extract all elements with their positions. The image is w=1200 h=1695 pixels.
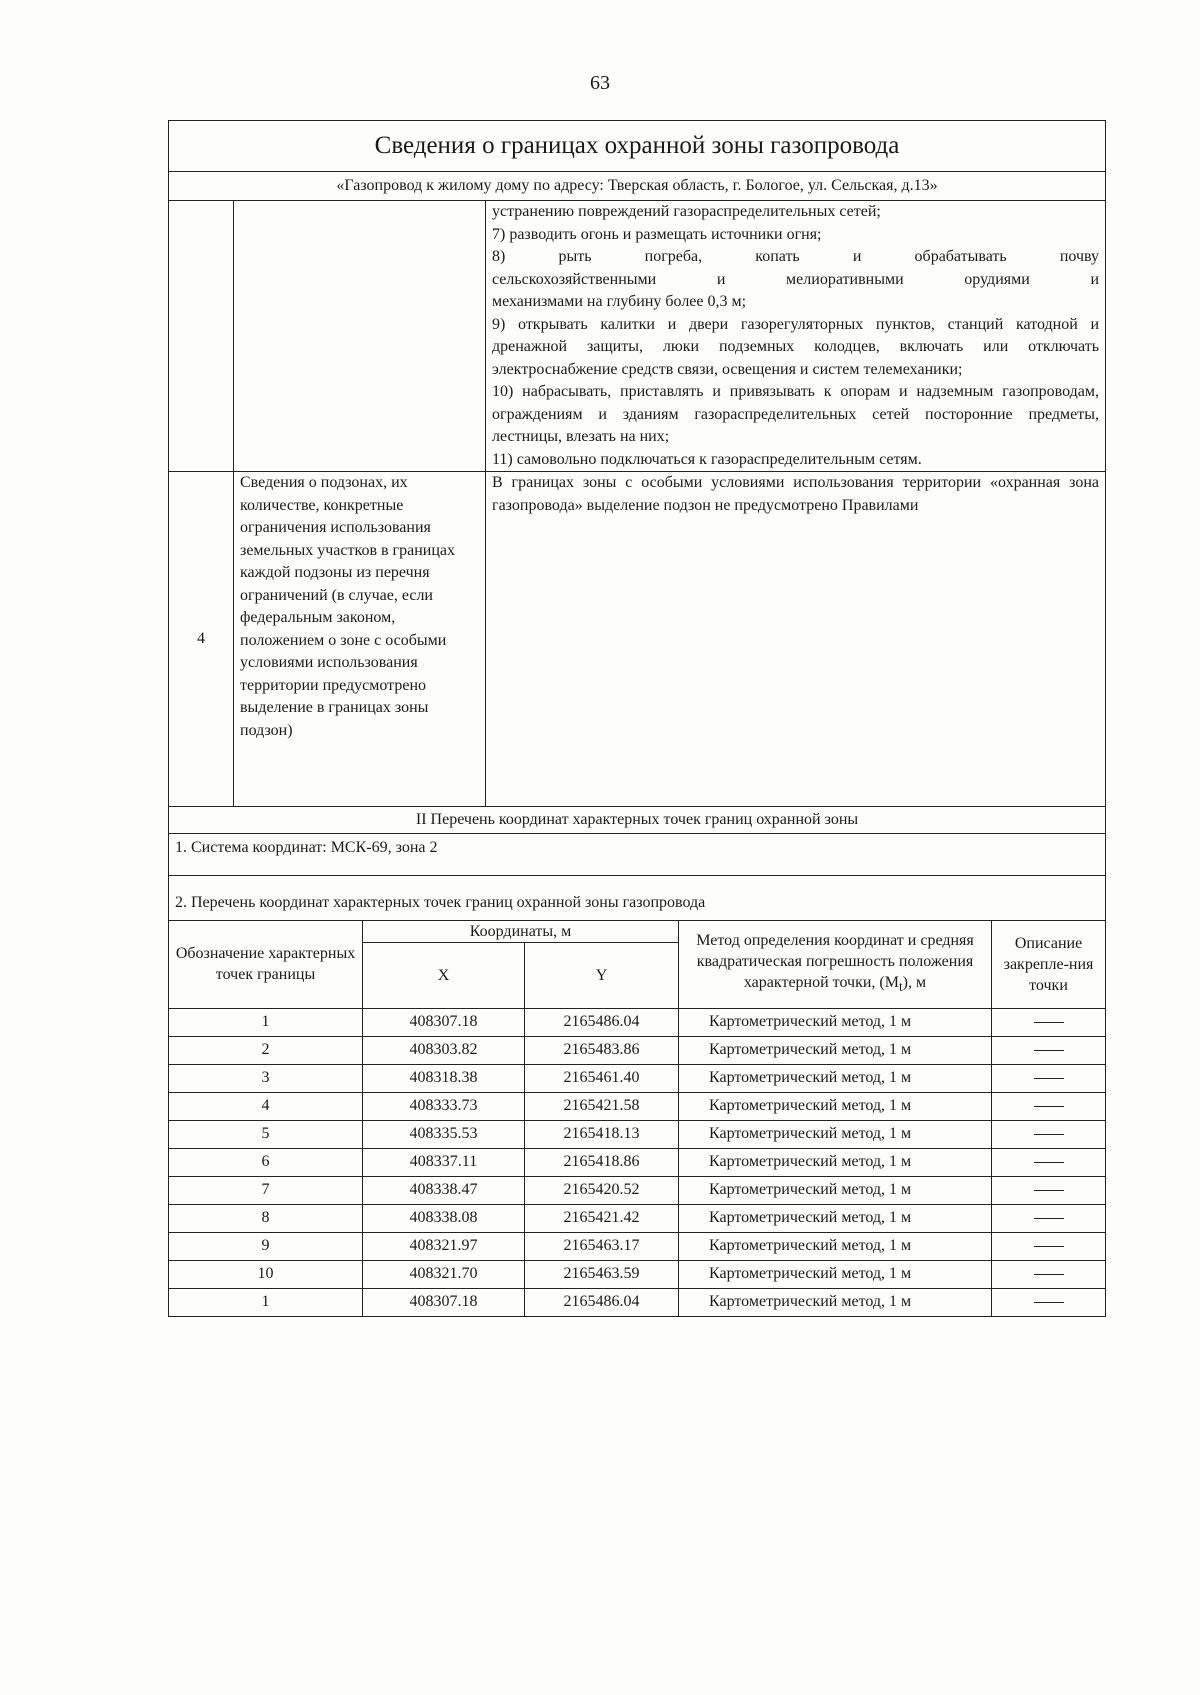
col-header-y: Y [525, 942, 679, 1008]
cell-x: 408333.73 [363, 1092, 525, 1120]
dash-mark [1034, 1078, 1064, 1079]
cell-method: Картометрический метод, 1 м [679, 1092, 992, 1120]
restriction-item-11: 11) самовольно подключаться к газораспределительным сетям. [492, 450, 922, 468]
dash-mark [1034, 1190, 1064, 1191]
cell-y: 2165483.86 [525, 1036, 679, 1064]
cell-y: 2165418.13 [525, 1120, 679, 1148]
dash-mark [1034, 1302, 1064, 1303]
cell-method: Картометрический метод, 1 м [679, 1204, 992, 1232]
table-row [169, 1008, 1106, 1036]
cell-x: 408303.82 [363, 1036, 525, 1064]
cell-point: 10 [169, 1260, 363, 1288]
dash-mark [1034, 1050, 1064, 1051]
cell-x: 408335.53 [363, 1120, 525, 1148]
cell-method: Картометрический метод, 1 м [679, 1260, 992, 1288]
cont-row-num [169, 201, 234, 472]
cell-y: 2165486.04 [525, 1008, 679, 1036]
dash-mark [1034, 1162, 1064, 1163]
cell-description [992, 1092, 1106, 1120]
restriction-item-7: 7) разводить огонь и размещать источники огня; [492, 225, 822, 243]
cell-method: Картометрический метод, 1 м [679, 1036, 992, 1064]
dash-mark [1034, 1218, 1064, 1219]
cell-description [992, 1176, 1106, 1204]
row-4-value: В границах зоны с особыми условиями использования территории «охранная зона газопровода» выделение подзон не предусмотрено Правилами [486, 472, 1106, 807]
cell-point: 1 [169, 1008, 363, 1036]
table-row [169, 1288, 1106, 1316]
cell-point: 2 [169, 1036, 363, 1064]
col-header-method [679, 920, 992, 1008]
cell-description [992, 1232, 1106, 1260]
restriction-item-8-line3: механизмами на глубину более 0,3 м; [492, 293, 747, 310]
cell-x: 408337.11 [363, 1148, 525, 1176]
cell-method: Картометрический метод, 1 м [679, 1064, 992, 1092]
table-row [169, 1260, 1106, 1288]
col-header-description: Описание закрепле-ния точки [992, 920, 1106, 1008]
col-header-point: Обозначение характерных точек границы [169, 920, 363, 1008]
coordinates-table [168, 920, 1106, 1317]
cell-x: 408307.18 [363, 1008, 525, 1036]
col-header-coordinates: Координаты, м [363, 920, 679, 942]
cell-point: 3 [169, 1064, 363, 1092]
document-body [168, 120, 1105, 1317]
dash-mark [1034, 1246, 1064, 1247]
cell-y: 2165463.59 [525, 1260, 679, 1288]
cell-point: 1 [169, 1288, 363, 1316]
cell-y: 2165418.86 [525, 1148, 679, 1176]
table-row [169, 1148, 1106, 1176]
restriction-line: устранению повреждений газораспределительных сетей; [492, 203, 881, 220]
cell-description [992, 1120, 1106, 1148]
cell-point: 9 [169, 1232, 363, 1260]
method-header-text: Метод определения координат и средняя квадратическая погрешность положения характерной точки, (M [696, 932, 974, 992]
coordinates-list-title: 2. Перечень координат характерных точек границ охранной зоны газопровода [169, 876, 1106, 921]
table-row [169, 1064, 1106, 1092]
cell-point: 6 [169, 1148, 363, 1176]
restrictions-continued [486, 201, 1106, 472]
table-row [169, 1120, 1106, 1148]
document-title: Сведения о границах охранной зоны газопровода [169, 121, 1106, 172]
object-name: «Газопровод к жилому дому по адресу: Тверская область, г. Бологое, ул. Сельская, д.13» [169, 172, 1106, 201]
cell-y: 2165486.04 [525, 1288, 679, 1316]
cell-description [992, 1036, 1106, 1064]
col-header-x: X [363, 942, 525, 1008]
table-row [169, 1176, 1106, 1204]
coordinate-system: 1. Система координат: МСК-69, зона 2 [169, 834, 1106, 876]
cell-point: 5 [169, 1120, 363, 1148]
dash-mark [1034, 1134, 1064, 1135]
dash-mark [1034, 1106, 1064, 1107]
cell-point: 8 [169, 1204, 363, 1232]
table-row [169, 1204, 1106, 1232]
method-header-subscript: t [898, 979, 903, 995]
cell-description [992, 1288, 1106, 1316]
cell-y: 2165421.42 [525, 1204, 679, 1232]
cell-x: 408307.18 [363, 1288, 525, 1316]
cell-x: 408321.97 [363, 1232, 525, 1260]
cell-description [992, 1008, 1106, 1036]
restriction-item-8-line2: сельскохозяйственными и мелиоративными орудиями и [492, 270, 1100, 288]
cell-x: 408338.08 [363, 1204, 525, 1232]
cell-description [992, 1064, 1106, 1092]
restriction-item-9: 9) открывать калитки и двери газорегуляторных пунктов, станций катодной и дренажной защиты, люки подземных колодцев, включать или отключать электроснабжение средств связи, освещения и систем телемеханики; [492, 315, 1100, 378]
cell-x: 408318.38 [363, 1064, 525, 1092]
cell-x: 408338.47 [363, 1176, 525, 1204]
cell-point: 4 [169, 1092, 363, 1120]
cell-y: 2165421.58 [525, 1092, 679, 1120]
dash-mark [1034, 1022, 1064, 1023]
cell-description [992, 1260, 1106, 1288]
cont-row-label [234, 201, 486, 472]
coordinates-rows [169, 1008, 1106, 1316]
cell-method: Картометрический метод, 1 м [679, 1148, 992, 1176]
cell-description [992, 1148, 1106, 1176]
cell-x: 408321.70 [363, 1260, 525, 1288]
cell-y: 2165463.17 [525, 1232, 679, 1260]
table-row [169, 1232, 1106, 1260]
page-number: 63 [590, 72, 610, 94]
restriction-item-10: 10) набрасывать, приставлять и привязывать к опорам и надземным газопроводам, ограждениям и зданиям газораспределительных сетей посторонние предметы, лестницы, влезать на них; [492, 383, 1100, 445]
zone-info-table [168, 120, 1106, 921]
table-row [169, 1092, 1106, 1120]
cell-method: Картометрический метод, 1 м [679, 1120, 992, 1148]
restriction-item-8-line1: 8) рыть погреба, копать и обрабатывать почву [492, 248, 1100, 265]
section-2-title: II Перечень координат характерных точек границ охранной зоны [169, 807, 1106, 834]
cell-method: Картометрический метод, 1 м [679, 1232, 992, 1260]
dash-mark [1034, 1274, 1064, 1275]
cell-y: 2165420.52 [525, 1176, 679, 1204]
method-header-unit: ), м [902, 974, 927, 992]
row-4-number: 4 [169, 472, 234, 807]
cell-method: Картометрический метод, 1 м [679, 1288, 992, 1316]
table-row [169, 1036, 1106, 1064]
row-4-label: Сведения о подзонах, их количестве, конкретные ограничения использования земельных участков в границах каждой подзоны из перечня ограничений (в случае, если федеральным законом, положением о зоне с особыми условиями использования территории предусмотрено выделение в границах зоны подзон) [234, 472, 486, 807]
cell-method: Картометрический метод, 1 м [679, 1176, 992, 1204]
cell-point: 7 [169, 1176, 363, 1204]
cell-method: Картометрический метод, 1 м [679, 1008, 992, 1036]
cell-y: 2165461.40 [525, 1064, 679, 1092]
cell-description [992, 1204, 1106, 1232]
